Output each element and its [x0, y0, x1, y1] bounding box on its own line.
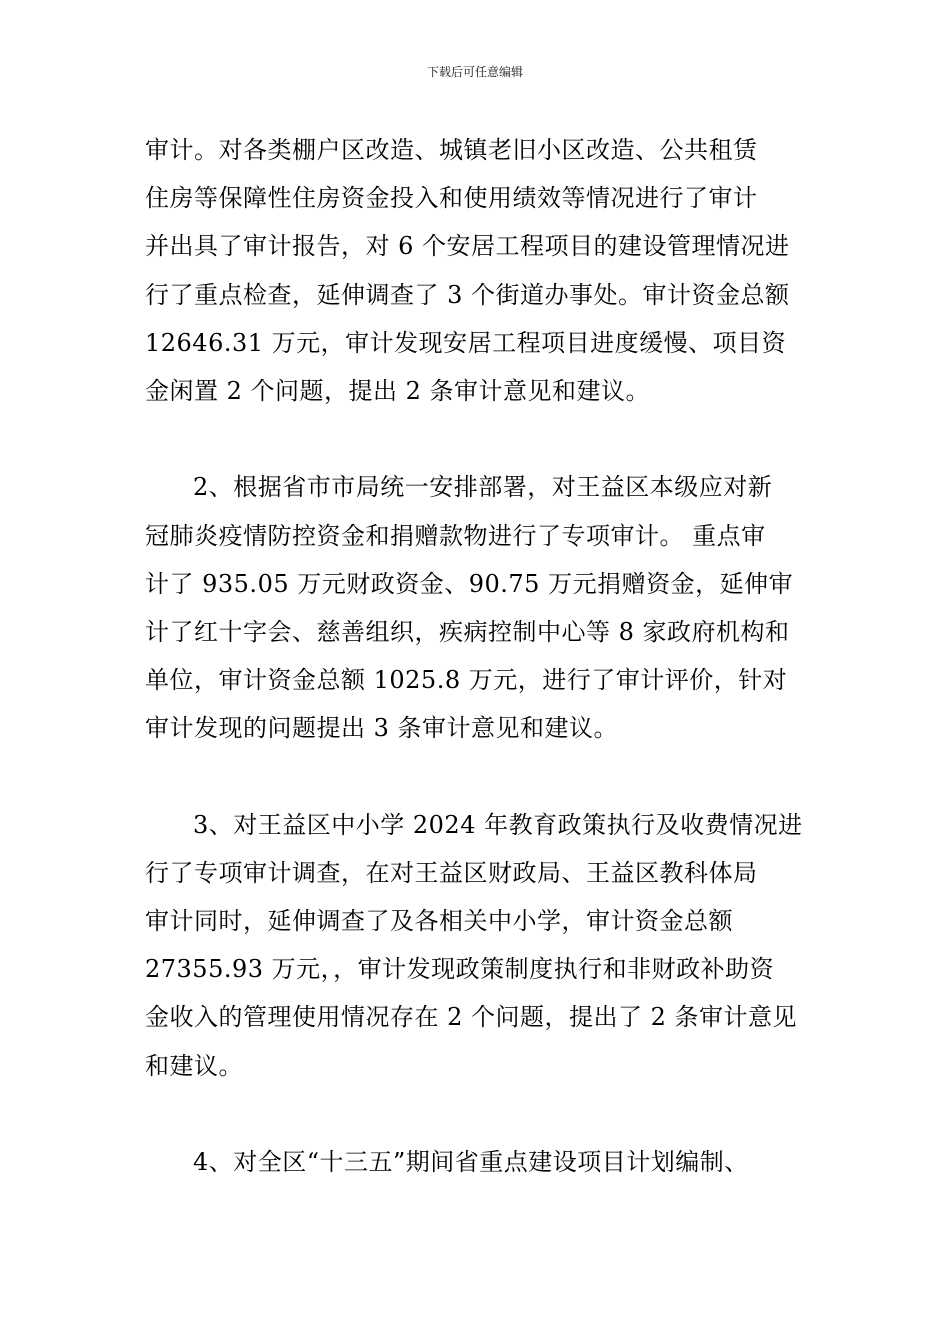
text-line: 计了红十字会、慈善组织，疾病控制中心等 8 家政府机构和 — [145, 617, 790, 646]
text-line: 27355.93 万元，，审计发现政策制度执行和非财政补助资 — [145, 955, 775, 984]
paragraph-gap — [145, 1090, 810, 1138]
text-line: 单位，审计资金总额 1025.8 万元，进行了审计评价，针对 — [145, 666, 788, 695]
paragraph-3 — [145, 801, 810, 1090]
text-line: 并出具了审计报告，对 6 个安居工程项目的建设管理情况进 — [145, 232, 790, 261]
text-line: 审计。对各类棚户区改造、城镇老旧小区改造、公共租赁 — [145, 136, 758, 164]
paragraph-gap — [145, 752, 810, 800]
text-line: 金收入的管理使用情况存在 2 个问题，提出了 2 条审计意见 — [145, 1003, 798, 1032]
paragraph-1 — [145, 126, 810, 415]
text-line: 行了专项审计调查，在对王益区财政局、王益区教科体局 — [145, 858, 758, 887]
text-line: 和建议。 — [145, 1051, 243, 1080]
text-line: 金闲置 2 个问题，提出 2 条审计意见和建议。 — [145, 376, 651, 405]
text-line: 2、根据省市市局统一安排部署，对王益区本级应对新 — [193, 473, 773, 502]
text-line: 3、对王益区中小学 2024 年教育政策执行及收费情况进 — [193, 810, 803, 839]
page-header: 下载后可任意编辑 — [426, 65, 523, 79]
text-line: 计了 935.05 万元财政资金、90.75 万元捐赠资金，延伸审 — [145, 569, 794, 598]
paragraph-2 — [145, 463, 810, 752]
text-line: 审计发现的问题提出 3 条审计意见和建议。 — [145, 714, 619, 743]
text-line: 审计同时，延伸调查了及各相关中小学，审计资金总额 — [145, 907, 733, 935]
text-line: 12646.31 万元，审计发现安居工程项目进度缓慢、项目资 — [145, 328, 787, 357]
paragraph-4 — [145, 1138, 810, 1186]
document-body — [145, 126, 810, 1186]
text-line: 4、对全区“十三五”期间省重点建设项目计划编制、 — [193, 1147, 749, 1176]
paragraph-gap — [145, 415, 810, 463]
text-line: 行了重点检查，延伸调查了 3 个街道办事处。审计资金总额 — [145, 280, 790, 309]
text-line: 住房等保障性住房资金投入和使用绩效等情况进行了审计 — [145, 184, 758, 213]
text-line: 冠肺炎疫情防控资金和捐赠款物进行了专项审计。 重点审 — [145, 521, 766, 550]
